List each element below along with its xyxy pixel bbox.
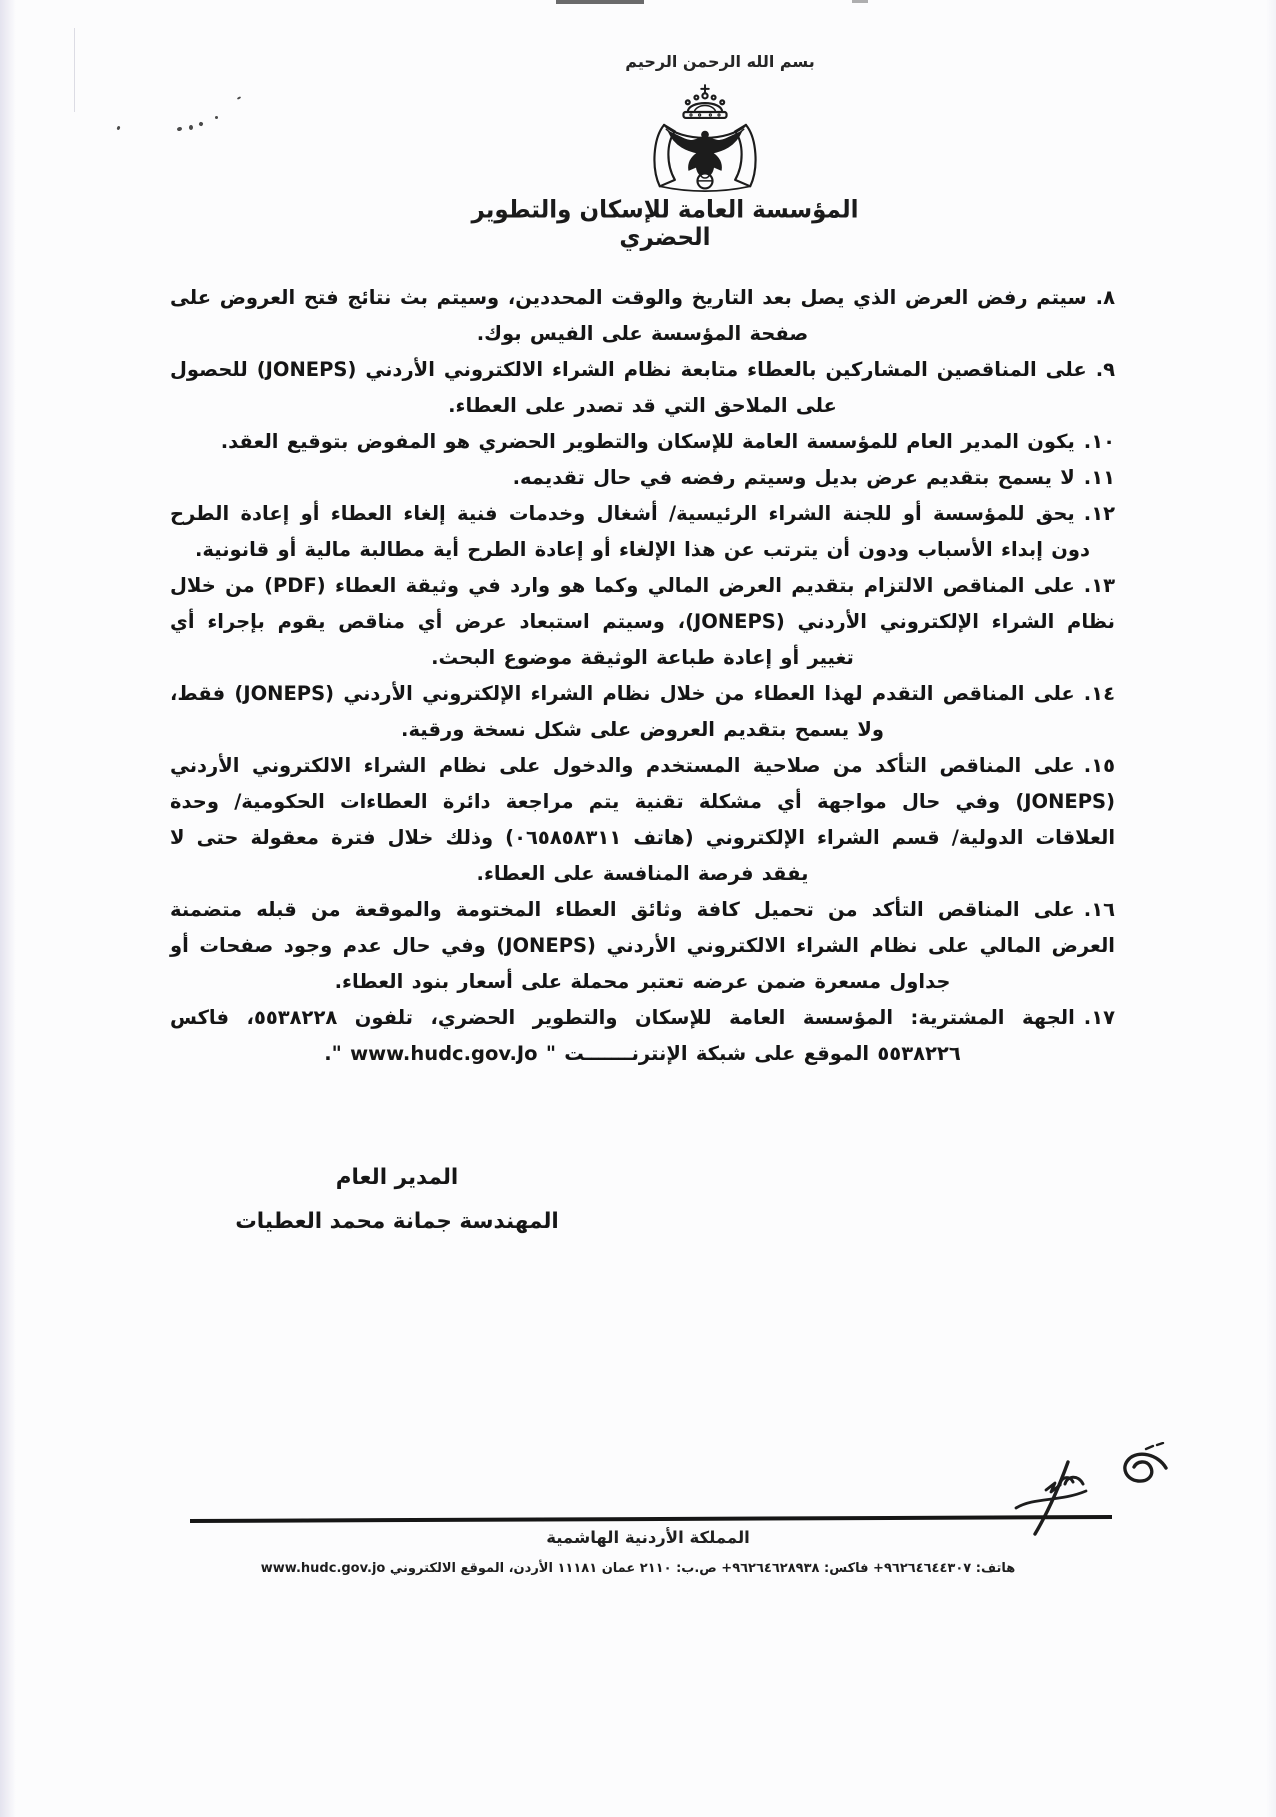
item-text: على المناقص التأكد من تحميل كافة وثائق العطاء المختومة والموقعة من قبله متضمنة العرض المالي على نظام الشراء الالكتروني الأردني (JONEPS) وفي حال عدم وجود صفحات أو جداول مسعرة ضمن عرضه تعتبر محملة على أسعار بنود العطاء. [170,898,1115,993]
item-text: على المناقص التأكد من صلاحية المستخدم والدخول على نظام الشراء الالكتروني الأردني (JONEPS) وفي حال مواجهة أي مشكلة تقنية يتم مراجعة دائرة العطاءات الحكومية/ وحدة العلاقات الدولية/ قسم الشراء الإلكتروني (هاتف ٠٦٥٨٥٨٣١١) وذلك خلال فترة معقولة حتى لا يفقد فرصة المنافسة على العطاء. [170,754,1116,885]
scan-crease [74,28,75,112]
list-item-15 [170,748,1115,892]
signature-block [222,1156,572,1244]
item-text: على المناقص الالتزام بتقديم العرض المالي وكما هو وارد في وثيقة العطاء (PDF) من خلال نظام الشراء الإلكتروني الأردني (JONEPS)، وسيتم استبعاد عرض أي مناقص يقوم بإجراء أي تغيير أو إعادة طباعة الوثيقة موضوع البحث. [170,574,1115,669]
scan-speck [177,126,183,131]
list-item-13 [170,568,1115,676]
item-number: ١٦. [1083,898,1115,921]
kingdom-name: المملكة الأردنية الهاشمية [546,1528,750,1547]
item-number: ١٠. [1083,430,1115,453]
scan-edge-artifact [852,0,868,3]
item-text: يكون المدير العام للمؤسسة العامة للإسكان والتطوير الحضري هو المفوض بتوقيع العقد. [220,430,1075,453]
item-number: ١٣. [1083,574,1115,597]
item-text: سيتم رفض العرض الذي يصل بعد التاريخ والوقت المحددين، وسيتم بث نتائج فتح العروض على صفحة المؤسسة على الفيس بوك. [170,286,1087,345]
item-number: ٨. [1095,286,1115,309]
terms-list [170,280,1115,1072]
list-item-17 [170,1000,1115,1072]
jordan-coat-of-arms-icon [595,84,815,196]
list-item-10 [170,424,1115,460]
list-item-11 [170,460,1115,496]
org-name-calligraphy: المؤسسة العامة للإسكان والتطوير الحضري [471,196,859,252]
bismillah-calligraphy: بسم الله الرحمن الرحيم [625,52,815,71]
item-number: ١٢. [1083,502,1115,525]
item-number: ٩. [1095,358,1116,381]
list-item-9 [170,352,1115,424]
signatory-title: المدير العام [335,1165,459,1190]
footer-divider [190,1515,1112,1523]
item-text: يحق للمؤسسة أو للجنة الشراء الرئيسية/ أشغال وخدمات فنية إلغاء العطاء أو إعادة الطرح دون إبداء الأسباب ودون أن يترتب عن هذا الإلغاء أو إعادة الطرح أية مطالبة مالية أو قانونية. [170,502,1090,561]
list-item-14 [170,676,1115,748]
scan-speck [215,116,218,119]
item-number: ١٥. [1083,754,1115,777]
list-item-16 [170,892,1115,1000]
item-number: ١٧. [1083,1006,1115,1029]
item-text: الجهة المشترية: المؤسسة العامة للإسكان والتطوير الحضري، تلفون ٥٥٣٨٢٢٨، فاكس ٥٥٣٨٢٢٦ الموقع على شبكة الإنترنـــــــت " www.hudc.gov.Jo ". [170,1006,1075,1065]
item-number: ١٤. [1083,682,1115,705]
item-number: ١١. [1083,466,1115,489]
scan-speck [198,121,203,126]
footer-contact: هاتف: ٩٦٢٦٤٦٤٤٣٠٧+ فاكس: ٩٦٢٦٤٦٢٨٩٣٨+ ص.ب: ٢١١٠ عمان ١١١٨١ الأردن، الموقع الالكتروني www.hudc.gov.jo [260,1561,1016,1576]
scan-edge-artifact [556,0,644,4]
scan-speck [237,96,241,100]
item-text: على المناقصين المشاركين بالعطاء متابعة نظام الشراء الالكتروني الأردني (JONEPS) للحصول على الملاحق التي قد تصدر على العطاء. [170,358,1087,417]
list-item-12 [170,496,1115,568]
signature-scribble-icon [988,1442,1198,1552]
scan-speck [189,125,193,130]
scan-speck [116,126,120,131]
item-text: لا يسمح بتقديم عرض بديل وسيتم رفضه في حال تقديمه. [512,466,1075,489]
list-item-8 [170,280,1115,352]
signatory-name: المهندسة جمانة محمد العطيات [235,1209,559,1234]
item-text: على المناقص التقدم لهذا العطاء من خلال نظام الشراء الإلكتروني الأردني (JONEPS) فقط، ولا يسمح بتقديم العروض على شكل نسخة ورقية. [170,682,1075,741]
